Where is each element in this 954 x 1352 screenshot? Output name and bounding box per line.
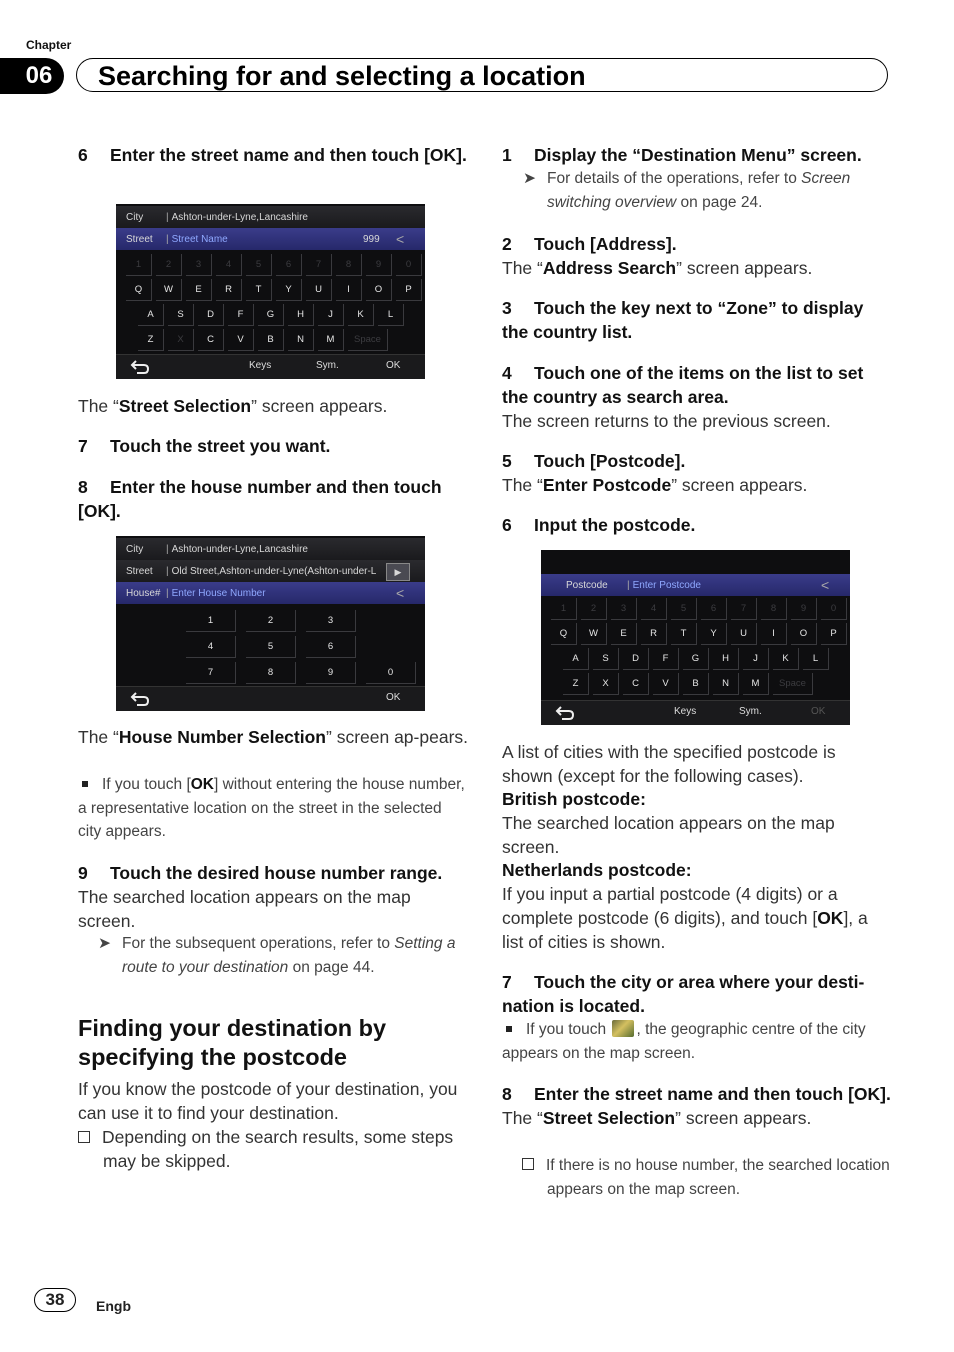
screen2-bottom-bar (116, 686, 425, 711)
key-b[interactable]: B (683, 673, 709, 695)
section-note: Depending on the search results, some steps may be skipped. (78, 1125, 468, 1173)
key-s[interactable]: S (168, 304, 194, 326)
key-c[interactable]: C (623, 673, 649, 695)
ok-button[interactable]: OK (386, 360, 401, 371)
key-d[interactable]: D (198, 304, 224, 326)
key-y[interactable]: Y (276, 279, 302, 301)
key-u[interactable]: U (731, 623, 757, 645)
street-name-screen (116, 204, 425, 379)
key-w[interactable]: W (156, 279, 182, 301)
backspace-icon[interactable]: < (821, 577, 830, 593)
key-6[interactable]: 6 (306, 636, 356, 658)
key-2[interactable]: 2 (246, 610, 296, 632)
house-input[interactable]: Enter House Number (171, 587, 266, 599)
left-step-8: 8 Enter the house number and then touch [OK]. (78, 477, 442, 521)
sym-button[interactable]: Sym. (739, 706, 762, 717)
right-step-2: 2 Touch [Address]. The “Address Search” screen appears. (502, 234, 813, 278)
key-n[interactable]: N (713, 673, 739, 695)
key-0[interactable]: 0 (366, 662, 416, 684)
city-label: City (126, 211, 144, 223)
bullet-icon (82, 781, 88, 787)
key-y[interactable]: Y (701, 623, 727, 645)
key-8[interactable]: 8 (761, 598, 787, 620)
key-c[interactable]: C (198, 329, 224, 351)
checkbox-icon (522, 1158, 534, 1170)
key-p[interactable]: P (396, 279, 422, 301)
key-5[interactable]: 5 (246, 254, 272, 276)
key-7[interactable]: 7 (306, 254, 332, 276)
key-u[interactable]: U (306, 279, 332, 301)
key-q[interactable]: Q (126, 279, 152, 301)
key-z[interactable]: Z (563, 673, 589, 695)
house-number-screen (116, 536, 425, 711)
key-w[interactable]: W (581, 623, 607, 645)
postcode-input[interactable]: Enter Postcode (632, 579, 701, 591)
key-4[interactable]: 4 (186, 636, 236, 658)
key-0[interactable]: 0 (821, 598, 847, 620)
backspace-icon[interactable]: < (396, 585, 405, 601)
key-t[interactable]: T (246, 279, 272, 301)
key-k[interactable]: K (348, 304, 374, 326)
key-m[interactable]: M (318, 329, 344, 351)
right-step-4: 4 Touch one of the items on the list to set the country as search area. The screen returns to the previous screen. (502, 363, 864, 431)
map-icon (612, 1020, 634, 1037)
key-8[interactable]: 8 (336, 254, 362, 276)
key-0[interactable]: 0 (396, 254, 422, 276)
key-r[interactable]: R (216, 279, 242, 301)
step-text: Enter the street name and then touch [OK]. (110, 145, 467, 165)
back-icon[interactable] (555, 704, 575, 722)
right-step-8: 8 Enter the street name and then touch [OK]. The “Street Selection” screen appears. (502, 1084, 891, 1128)
key-e[interactable]: E (186, 279, 212, 301)
key-2[interactable]: 2 (581, 598, 607, 620)
checkbox-icon (78, 1131, 90, 1143)
section-intro: If you know the postcode of your destination, you can use it to find your destination. (78, 1079, 458, 1123)
key-space[interactable]: Space (773, 673, 813, 695)
key-i[interactable]: I (761, 623, 787, 645)
step-9-body: The searched location appears on the map screen. (78, 887, 411, 931)
section-heading: Finding your destination by specifying the postcode (78, 1015, 387, 1070)
street-input[interactable]: Street Name (171, 233, 228, 245)
key-g[interactable]: G (683, 648, 709, 670)
key-r[interactable]: R (641, 623, 667, 645)
ok-button[interactable]: OK (811, 706, 826, 717)
back-icon[interactable] (130, 690, 150, 708)
right-step-6: 6 Input the postcode. (502, 515, 696, 535)
key-3[interactable]: 3 (611, 598, 637, 620)
city-value: Ashton-under-Lyne,Lancashire (171, 211, 308, 223)
right-step-1: 1 Display the “Destination Menu” screen. (502, 145, 862, 165)
bullet-icon (506, 1026, 512, 1032)
backspace-icon[interactable]: < (396, 231, 405, 247)
play-icon[interactable]: ▶ (386, 563, 410, 581)
sym-button[interactable]: Sym. (316, 360, 339, 371)
ok-without-entry-note: If you touch [OK] without entering the house number, a representative location on the street in the selected city appears. (78, 776, 465, 840)
key-1[interactable]: 1 (186, 610, 236, 632)
key-x[interactable]: X (168, 329, 194, 351)
step-number: 6 (78, 145, 88, 165)
left-step-9: 9 Touch the desired house number range. (78, 863, 443, 883)
left-step-7: 7 Touch the street you want. (78, 436, 331, 456)
postcode-list-text: A list of cities with the specified postcode is shown (except for the following cases). (502, 742, 836, 786)
key-l[interactable]: L (378, 304, 404, 326)
key-1[interactable]: 1 (126, 254, 152, 276)
street-row: Street | Street Name 999 < (116, 228, 425, 250)
key-j[interactable]: J (318, 304, 344, 326)
key-6[interactable]: 6 (276, 254, 302, 276)
key-q[interactable]: Q (551, 623, 577, 645)
screen1-bottom-bar (116, 354, 425, 379)
key-d[interactable]: D (623, 648, 649, 670)
arrow-icon: ➤ (523, 170, 536, 187)
page-number: 38 (34, 1288, 76, 1312)
key-e[interactable]: E (611, 623, 637, 645)
key-1[interactable]: 1 (551, 598, 577, 620)
key-k[interactable]: K (773, 648, 799, 670)
key-9[interactable]: 9 (306, 662, 356, 684)
key-z[interactable]: Z (138, 329, 164, 351)
step-7-note: If you touch , the geographic centre of the city appears on the map screen. (502, 1021, 866, 1062)
netherlands-postcode: Netherlands postcode: If you input a partial postcode (4 digits) or a complete postcode (6 digits), and touch [OK], a list of cities is shown. (502, 860, 868, 952)
language-code: Engb (96, 1298, 131, 1314)
key-h[interactable]: H (288, 304, 314, 326)
key-9[interactable]: 9 (366, 254, 392, 276)
key-4[interactable]: 4 (641, 598, 667, 620)
key-5[interactable]: 5 (246, 636, 296, 658)
back-icon[interactable] (130, 358, 150, 376)
right-step-5: 5 Touch [Postcode]. The “Enter Postcode” screen appears. (502, 451, 808, 495)
step-8-note: If there is no house number, the searched location appears on the map screen. (502, 1154, 892, 1201)
key-l[interactable]: L (803, 648, 829, 670)
keys-button[interactable]: Keys (249, 360, 272, 371)
key-7[interactable]: 7 (186, 662, 236, 684)
ok-button[interactable]: OK (386, 692, 401, 703)
key-t[interactable]: T (671, 623, 697, 645)
key-7[interactable]: 7 (731, 598, 757, 620)
step-9-reference: ➤ For the subsequent operations, refer to Setting a route to your destination on page 44. (78, 932, 468, 979)
key-f[interactable]: F (653, 648, 679, 670)
street-label: Street (126, 233, 153, 245)
key-v[interactable]: V (653, 673, 679, 695)
right-step-7: 7 Touch the city or area where your desti-nation is located. (502, 972, 865, 1016)
key-v[interactable]: V (228, 329, 254, 351)
key-6[interactable]: 6 (701, 598, 727, 620)
key-s[interactable]: S (593, 648, 619, 670)
british-postcode: British postcode: The searched location appears on the map screen. (502, 789, 835, 857)
chapter-number: 06 (0, 58, 64, 94)
key-space[interactable]: Space (348, 329, 388, 351)
key-2[interactable]: 2 (156, 254, 182, 276)
house-selection-note: The “House Number Selection” screen ap-pears. (78, 727, 469, 747)
key-m[interactable]: M (743, 673, 769, 695)
key-o[interactable]: O (791, 623, 817, 645)
right-step-3: 3 Touch the key next to “Zone” to display the country list. (502, 298, 864, 342)
page-title: Searching for and selecting a location (98, 61, 586, 91)
step-1-reference: ➤ For details of the operations, refer to Screen switching overview on page 24. (502, 167, 892, 214)
key-3[interactable]: 3 (186, 254, 212, 276)
key-p[interactable]: P (821, 623, 847, 645)
street-selection-note: The “Street Selection” screen appears. (78, 396, 388, 416)
postcode-row: Postcode | Enter Postcode < (541, 574, 850, 596)
street-row: Street | Old Street,Ashton-under-Lyne(Ashton-under-L ▶ (116, 560, 425, 582)
key-o[interactable]: O (366, 279, 392, 301)
key-3[interactable]: 3 (306, 610, 356, 632)
key-n[interactable]: N (288, 329, 314, 351)
result-count: 999 (363, 233, 380, 245)
arrow-icon: ➤ (98, 935, 111, 952)
city-row: City | Ashton-under-Lyne,Lancashire (116, 206, 425, 228)
key-a[interactable]: A (138, 304, 164, 326)
house-row: House# | Enter House Number < (116, 582, 425, 604)
key-b[interactable]: B (258, 329, 284, 351)
key-h[interactable]: H (713, 648, 739, 670)
city-row: City | Ashton-under-Lyne,Lancashire (116, 538, 425, 560)
key-4[interactable]: 4 (216, 254, 242, 276)
key-a[interactable]: A (563, 648, 589, 670)
key-i[interactable]: I (336, 279, 362, 301)
key-f[interactable]: F (228, 304, 254, 326)
key-j[interactable]: J (743, 648, 769, 670)
screen3-bottom-bar (541, 700, 850, 725)
key-9[interactable]: 9 (791, 598, 817, 620)
chapter-label: Chapter (26, 38, 72, 52)
key-8[interactable]: 8 (246, 662, 296, 684)
key-g[interactable]: G (258, 304, 284, 326)
keys-button[interactable]: Keys (674, 706, 697, 717)
key-5[interactable]: 5 (671, 598, 697, 620)
postcode-screen (541, 550, 850, 725)
key-x[interactable]: X (593, 673, 619, 695)
left-step-6 (78, 143, 468, 167)
